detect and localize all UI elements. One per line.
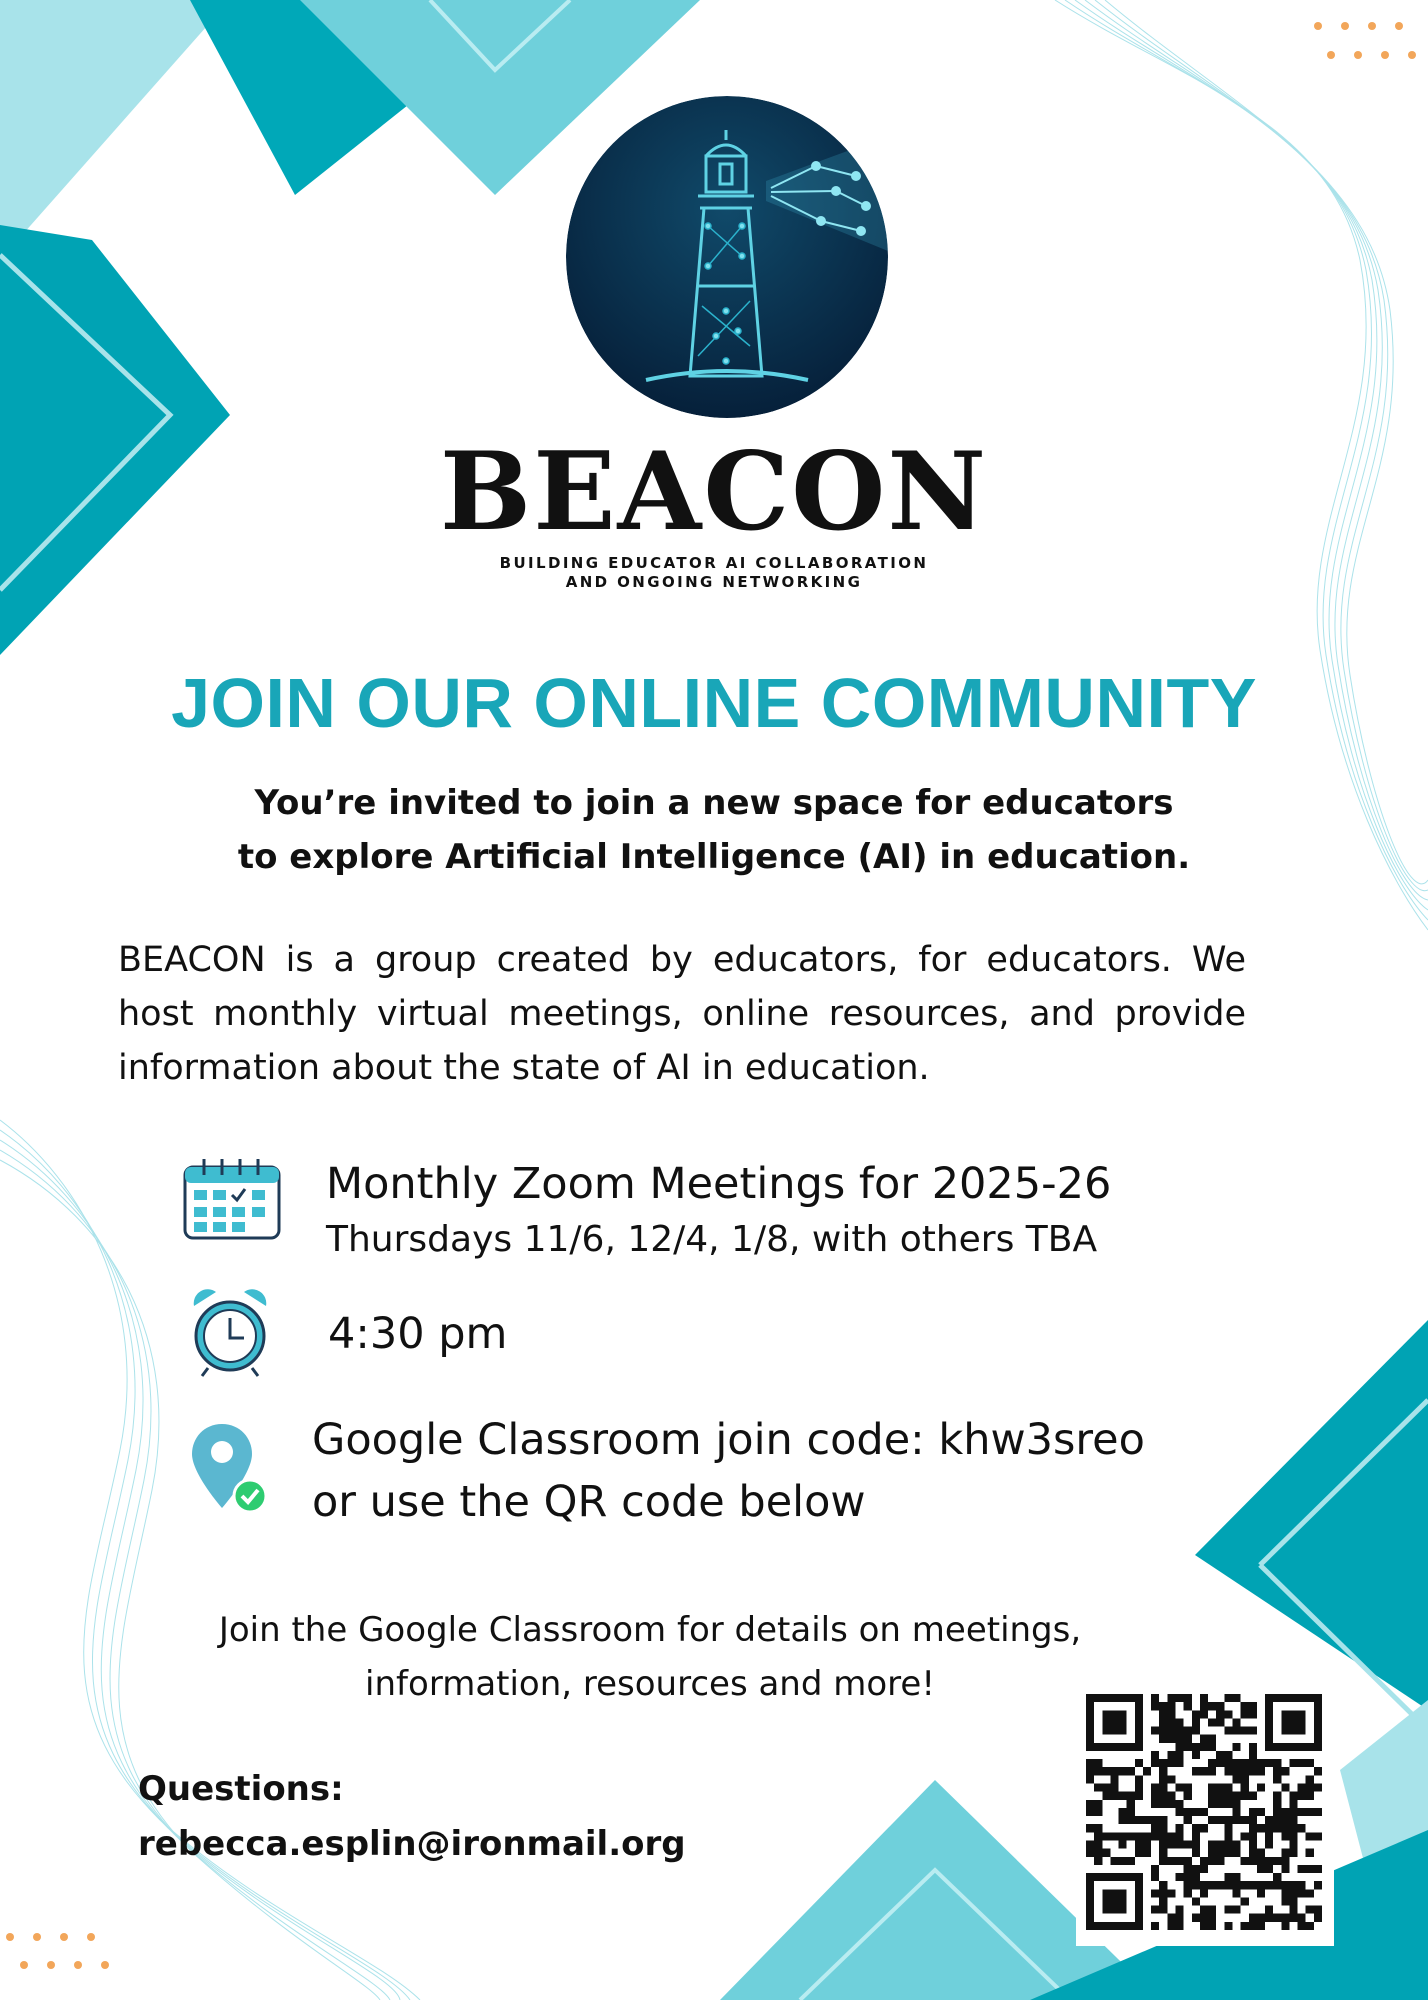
classroom-code: Google Classroom join code: khw3sreo [312,1415,1145,1465]
join-line-2: information, resources and more! [365,1664,935,1704]
meeting-time: 4:30 pm [328,1309,508,1359]
meetings-dates: Thursdays 11/6, 12/4, 1/8, with others TBA [326,1219,1098,1260]
invite-line-2: to explore Artificial Intelligence (AI) in education. [237,837,1191,877]
contact-block [138,1762,686,1872]
description-paragraph: BEACON is a group created by educators, for educators. We host monthly virtual meetings, online resources, and provide information about the state of AI in education. [118,940,1246,1088]
brand-tagline-line2: AND ONGOING NETWORKING [565,573,863,591]
alarm-clock-icon [190,1288,270,1378]
qr-code-icon[interactable] [1086,1694,1322,1930]
lighthouse-logo-icon [566,96,888,418]
invite-text [0,776,1428,884]
brand-name: BEACON [439,429,989,555]
join-line-1: Join the Google Classroom for details on meetings, [218,1610,1082,1650]
meetings-title: Monthly Zoom Meetings for 2025-26 [326,1159,1112,1209]
location-pin-icon [190,1422,270,1516]
qr-code-panel [1076,1684,1334,1946]
invite-line-1: You’re invited to join a new space for educators [254,783,1174,823]
brand-tagline-line1: BUILDING EDUCATOR AI COLLABORATION [499,554,929,572]
headline: JOIN OUR ONLINE COMMUNITY [171,664,1257,742]
contact-label: Questions: [138,1769,344,1809]
classroom-qr-hint: or use the QR code below [312,1477,866,1527]
contact-email[interactable]: rebecca.esplin@ironmail.org [138,1824,686,1864]
calendar-icon [182,1157,282,1241]
